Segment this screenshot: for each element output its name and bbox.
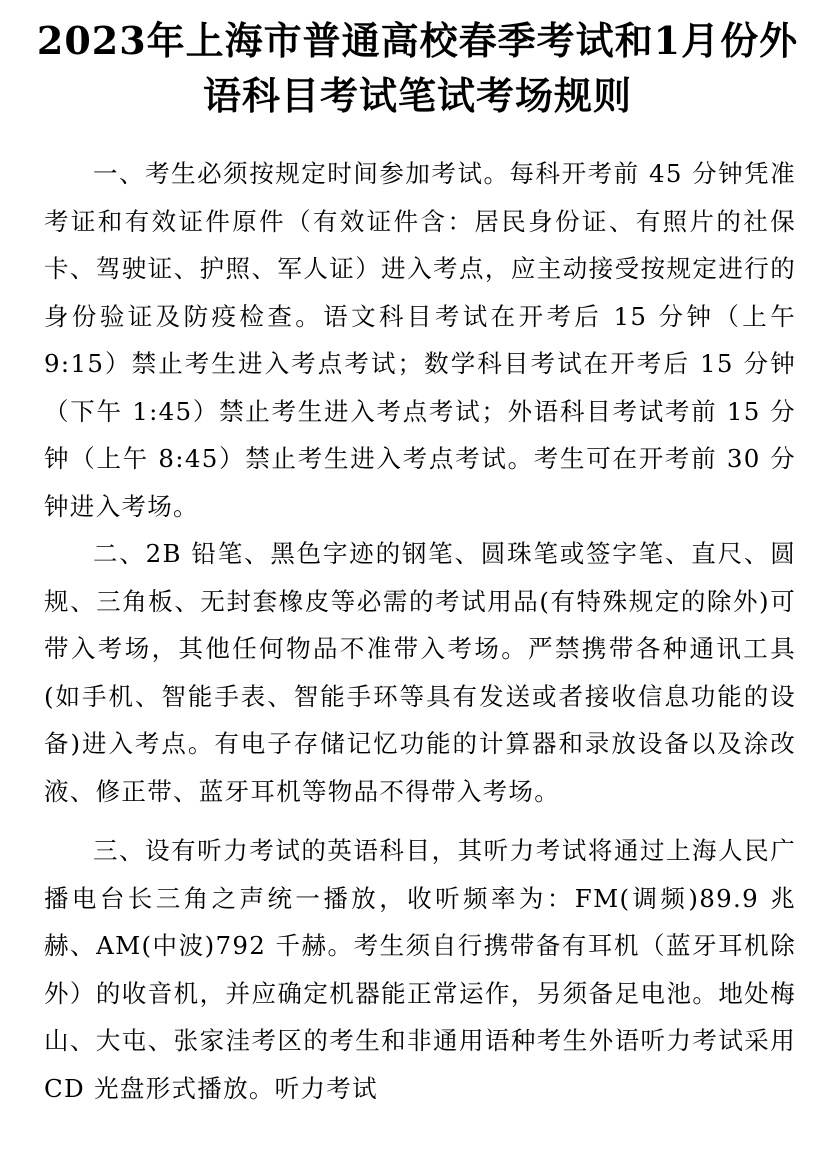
document-body (44, 150, 796, 1112)
title-line-1: 2023年上海市普通高校春季考试和1月份外 (36, 18, 799, 63)
title-line-2: 语科目考试笔试考场规则 (202, 73, 632, 118)
rule-paragraph-3: 三、设有听力考试的英语科目，其听力考试将通过上海人民广播电台长三角之声统一播放，收听频率为：FM(调频)89.9 兆赫、AM(中波)792 千赫。考生须自行携带备有耳机（蓝牙耳机除外）的收音机，并应确定机器能正常运作，另须备足电池。地处梅山、大屯、张家洼考区的考生和非通用语种考生外语听力考试采用 CD 光盘形式播放。听力考试 (44, 836, 796, 1103)
rule-paragraph-2: 二、2B 铅笔、黑色字迹的钢笔、圆珠笔或签字笔、直尺、圆规、三角板、无封套橡皮等必需的考试用品(有特殊规定的除外)可带入考场，其他任何物品不准带入考场。严禁携带各种通讯工具(如手机、智能手表、智能手环等具有发送或者接收信息功能的设备)进入考点。有电子存储记忆功能的计算器和录放设备以及涂改液、修正带、蓝牙耳机等物品不得带入考场。 (44, 539, 796, 806)
document-title (20, 13, 815, 123)
rule-paragraph-1: 一、考生必须按规定时间参加考试。每科开考前 45 分钟凭准考证和有效证件原件（有效证件含：居民身份证、有照片的社保卡、驾驶证、护照、军人证）进入考点，应主动接受按规定进行的身份验证及防疫检查。语文科目考试在开考后 15 分钟（上午 9:15）禁止考生进入考点考试；数学科目考试在开考后 15 分钟（下午 1:45）禁止考生进入考点考试；外语科目考试考前 15 分钟（上午 8:45）禁止考生进入考点考试。考生可在开考前 30 分钟进入考场。 (44, 159, 796, 521)
